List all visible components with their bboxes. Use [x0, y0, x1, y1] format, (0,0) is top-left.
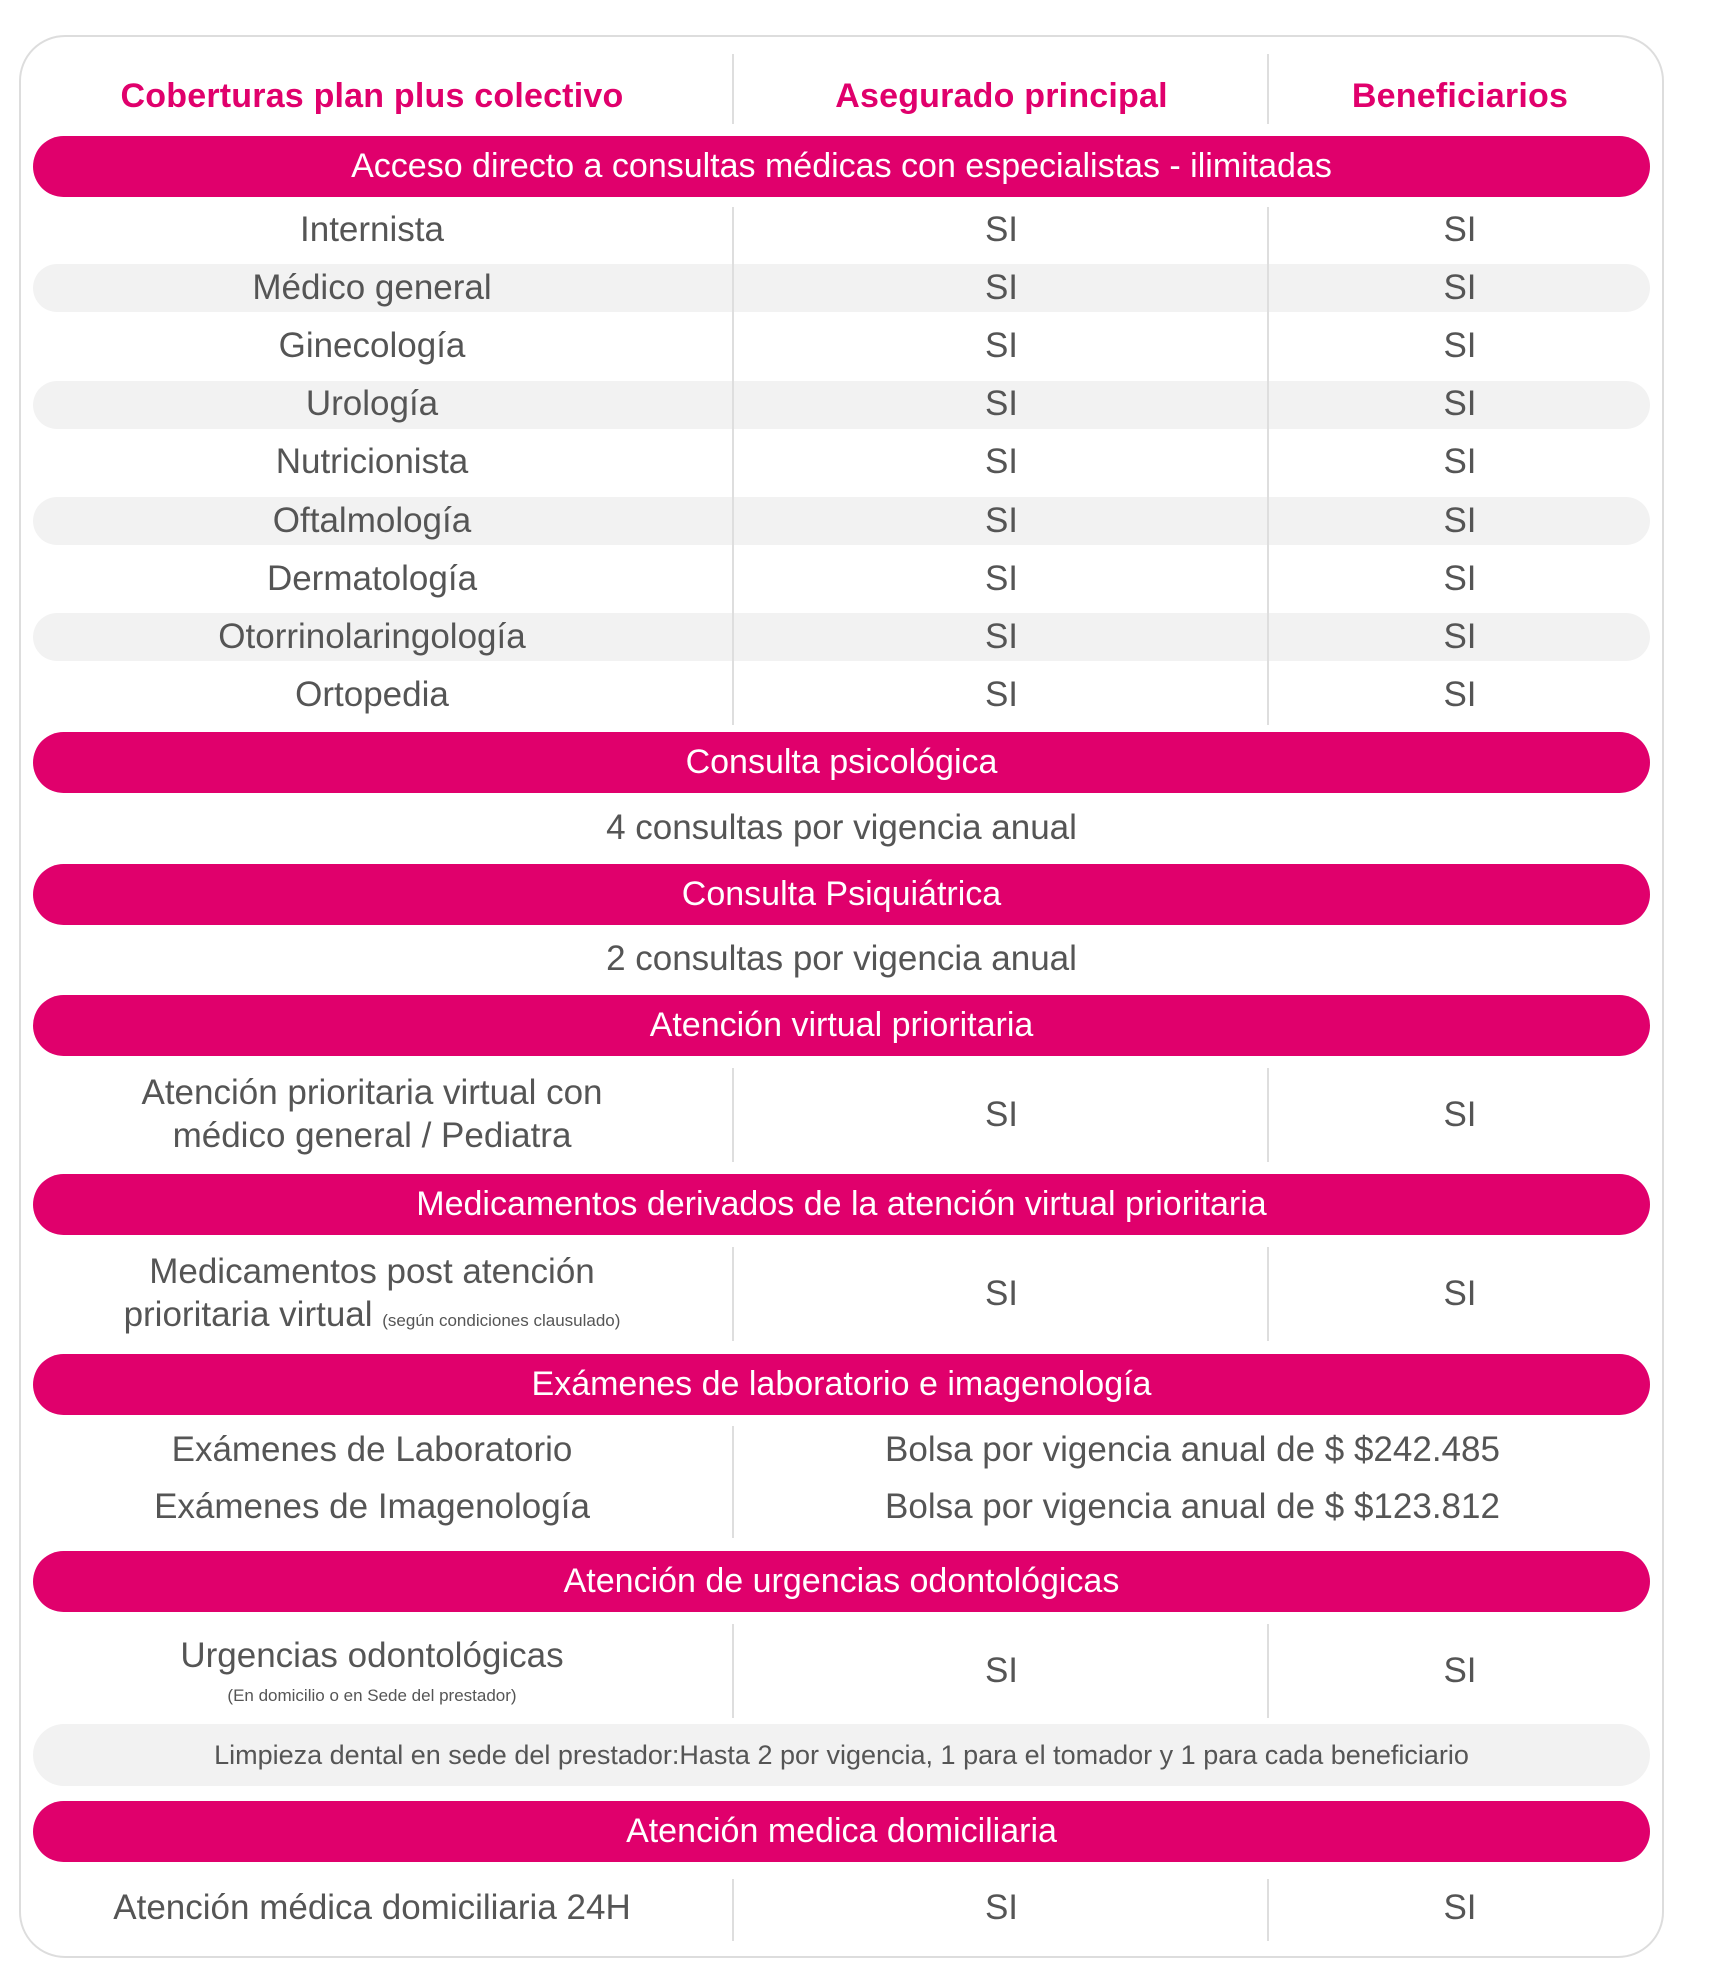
- specialty-principal: SI: [984, 209, 1019, 249]
- section-title-psychological: Consulta psicológica: [33, 732, 1650, 793]
- specialty-label: Otorrinolaringología: [218, 616, 526, 656]
- header-divider-1: [732, 54, 734, 124]
- specialty-beneficiaries: SI: [1443, 267, 1477, 307]
- medicines-label-line2-wrap: [124, 1294, 621, 1337]
- specialty-beneficiaries: SI: [1443, 441, 1477, 481]
- specialty-beneficiaries: SI: [1443, 616, 1477, 656]
- specialty-label: Médico general: [252, 267, 492, 307]
- specialty-principal: SI: [984, 383, 1019, 423]
- home-principal: SI: [984, 1887, 1019, 1927]
- header-divider-2: [1267, 54, 1269, 124]
- specialty-principal: SI: [984, 325, 1019, 365]
- specialty-beneficiaries: SI: [1443, 558, 1477, 598]
- specialty-principal: SI: [984, 267, 1019, 307]
- medicines-label-line2: prioritaria virtual: [123, 1295, 373, 1334]
- medicines-principal: SI: [984, 1273, 1019, 1313]
- section-title-home: Atención medica domiciliaria: [33, 1801, 1650, 1862]
- specialty-principal: SI: [984, 500, 1019, 540]
- psychiatric-limit: 2 consultas por vigencia anual: [606, 938, 1077, 978]
- section-title-psychiatric: Consulta Psiquiátrica: [33, 864, 1650, 925]
- specialty-principal: SI: [984, 674, 1019, 714]
- dental-principal: SI: [984, 1650, 1019, 1690]
- column-divider-1: [732, 1247, 734, 1341]
- home-beneficiaries: SI: [1443, 1887, 1477, 1927]
- specialty-label: Nutricionista: [275, 441, 469, 481]
- header-coverage: Coberturas plan plus colectivo: [120, 76, 624, 115]
- virtual-label-line2: médico general / Pediatra: [172, 1116, 572, 1155]
- column-divider-1: [732, 1879, 734, 1941]
- specialty-principal: SI: [984, 558, 1019, 598]
- cleaning-note: Limpieza dental en sede del prestador:Hasta 2 por vigencia, 1 para el tomador y 1 para cada beneficiario: [214, 1739, 1469, 1770]
- column-divider-1: [732, 1426, 734, 1538]
- exam-value-lab: Bolsa por vigencia anual de $ $242.485: [885, 1429, 1500, 1469]
- exam-value-imaging: Bolsa por vigencia anual de $ $123.812: [885, 1486, 1500, 1526]
- section-title-specialists: Acceso directo a consultas médicas con especialistas - ilimitadas: [33, 136, 1650, 197]
- column-divider-1: [732, 1624, 734, 1718]
- specialty-beneficiaries: SI: [1443, 500, 1477, 540]
- specialty-principal: SI: [984, 616, 1019, 656]
- header-principal: Asegurado principal: [835, 76, 1168, 115]
- specialty-principal: SI: [984, 441, 1019, 481]
- dental-label-note: (En domicilio o en Sede del prestador): [227, 1685, 517, 1705]
- specialty-label: Oftalmología: [272, 500, 472, 540]
- virtual-label: [19, 1068, 725, 1162]
- specialty-beneficiaries: SI: [1443, 383, 1477, 423]
- virtual-label-line1: Atención prioritaria virtual con: [141, 1073, 603, 1113]
- column-divider-1: [732, 207, 734, 725]
- column-divider-1: [732, 1068, 734, 1162]
- specialty-label: Internista: [300, 209, 444, 249]
- section-title-virtual: Atención virtual prioritaria: [33, 995, 1650, 1056]
- section-title-medicines: Medicamentos derivados de la atención virtual prioritaria: [33, 1174, 1650, 1235]
- virtual-beneficiaries: SI: [1443, 1094, 1477, 1134]
- medicines-label-line1: Medicamentos post atención: [149, 1252, 595, 1292]
- dental-label: [19, 1624, 725, 1718]
- specialty-label: Urología: [305, 383, 439, 423]
- medicines-label: [19, 1247, 725, 1341]
- section-title-dental: Atención de urgencias odontológicas: [33, 1551, 1650, 1612]
- specialty-label: Ginecología: [278, 325, 466, 365]
- specialty-beneficiaries: SI: [1443, 209, 1477, 249]
- section-title-exams: Exámenes de laboratorio e imagenología: [33, 1354, 1650, 1415]
- exam-label-imaging: Exámenes de Imagenología: [154, 1486, 590, 1526]
- dental-label-main: Urgencias odontológicas: [180, 1636, 564, 1676]
- header-beneficiaries: Beneficiarios: [1351, 76, 1569, 115]
- specialty-beneficiaries: SI: [1443, 674, 1477, 714]
- specialty-label: Ortopedia: [295, 674, 449, 714]
- medicines-label-note: (según condiciones clausulado): [382, 1311, 621, 1330]
- dental-beneficiaries: SI: [1443, 1650, 1477, 1690]
- virtual-principal: SI: [984, 1094, 1019, 1134]
- exam-label-lab: Exámenes de Laboratorio: [171, 1429, 573, 1469]
- specialty-label: Dermatología: [266, 558, 478, 598]
- home-label: Atención médica domiciliaria 24H: [113, 1887, 631, 1927]
- specialty-beneficiaries: SI: [1443, 325, 1477, 365]
- psychological-limit: 4 consultas por vigencia anual: [606, 807, 1077, 847]
- medicines-beneficiaries: SI: [1443, 1273, 1477, 1313]
